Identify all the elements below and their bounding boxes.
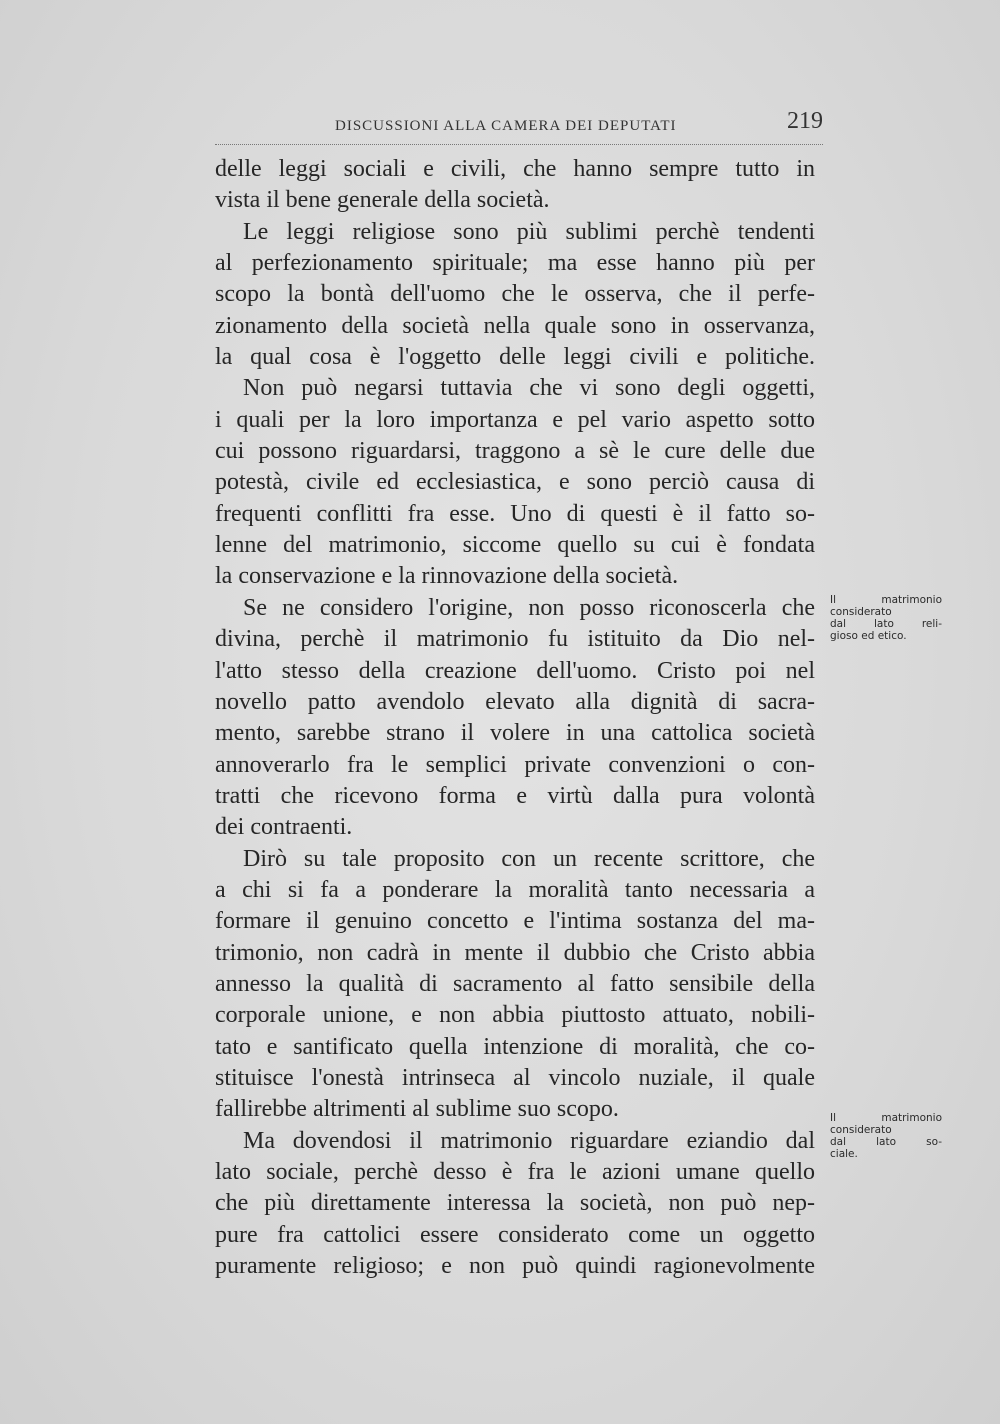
text-line: novello patto avendolo elevato alla dignità di sacra- xyxy=(215,688,815,715)
margin-note-line: Il matrimonio xyxy=(830,1112,942,1124)
text-line: lato sociale, perchè desso è fra le azioni umane quello xyxy=(215,1159,815,1185)
text-line: mento, sarebbe strano il volere in una cattolica società xyxy=(215,720,815,747)
text-line: dei contraenti. xyxy=(215,814,353,841)
body-text xyxy=(215,154,815,1282)
margin-note-line: considerato xyxy=(830,606,892,618)
text-line: i quali per la loro importanza e pel vario aspetto sotto xyxy=(215,406,815,433)
text-line: annesso la qualità di sacramento al fatto sensibile della xyxy=(215,970,815,997)
text-line: lenne del matrimonio, siccome quello su cui è fondata xyxy=(215,532,815,559)
text-line: zionamento della società nella quale sono in osservanza, xyxy=(215,312,815,339)
margin-note-line: gioso ed etico. xyxy=(830,630,907,642)
text-line: corporale unione, e non abbia piuttosto attuato, nobili- xyxy=(215,1002,815,1029)
margin-note-social xyxy=(830,1112,942,1160)
text-line: l'atto stesso della creazione dell'uomo. Cristo poi nel xyxy=(215,657,815,684)
text-line: la conservazione e la rinnovazione della società. xyxy=(215,563,679,590)
margin-note-religious xyxy=(830,594,942,642)
text-line: a chi si fa a ponderare la moralità tanto necessaria a xyxy=(215,876,815,903)
text-line: trimonio, non cadrà in mente il dubbio che Cristo abbia xyxy=(215,939,815,966)
text-line: vista il bene generale della società. xyxy=(215,187,550,214)
margin-note-line: Il matrimonio xyxy=(830,594,942,606)
text-line: frequenti conflitti fra esse. Uno di questi è il fatto so- xyxy=(215,500,815,527)
text-line: divina, perchè il matrimonio fu istituito da Dio nel- xyxy=(215,626,815,653)
text-line: formare il genuino concetto e l'intima sostanza del ma- xyxy=(215,908,815,935)
page-number: 219 xyxy=(787,108,823,134)
text-line: scopo la bontà dell'uomo che le osserva, che il perfe- xyxy=(215,281,815,308)
text-line: tratti che ricevono forma e virtù dalla pura volontà xyxy=(215,782,815,809)
running-head xyxy=(215,108,823,145)
text-line: puramente religioso; e non può quindi ragionevolmente xyxy=(215,1253,815,1280)
text-line: tato e santificato quella intenzione di moralità, che co- xyxy=(215,1033,815,1060)
margin-note-line: ciale. xyxy=(830,1148,858,1160)
text-line: la qual cosa è l'oggetto delle leggi civili e politiche. xyxy=(215,344,815,371)
text-line: che più direttamente interessa la società, non può nep- xyxy=(215,1190,815,1217)
text-line: Le leggi religiose sono più sublimi perchè tendenti xyxy=(243,218,815,245)
text-line: cui possono riguardarsi, traggono a sè le cure delle due xyxy=(215,438,815,465)
text-line: potestà, civile ed ecclesiastica, e sono perciò causa di xyxy=(215,469,815,496)
text-line: stituisce l'onestà intrinseca al vincolo nuziale, il quale xyxy=(215,1064,815,1091)
text-line: pure fra cattolici essere considerato come un oggetto xyxy=(215,1221,815,1248)
text-line: annoverarlo fra le semplici private convenzioni o con- xyxy=(215,751,815,778)
margin-note-line: considerato xyxy=(830,1124,892,1136)
running-title: DISCUSSIONI ALLA CAMERA DEI DEPUTATI xyxy=(335,118,677,134)
text-line: Ma dovendosi il matrimonio riguardare eziandio dal xyxy=(243,1127,815,1154)
text-line: fallirebbe altrimenti al sublime suo scopo. xyxy=(215,1096,619,1123)
text-line: Se ne considero l'origine, non posso riconoscerla che xyxy=(243,594,815,621)
text-line: Non può negarsi tuttavia che vi sono degli oggetti, xyxy=(243,375,815,402)
text-line: delle leggi sociali e civili, che hanno sempre tutto in xyxy=(215,156,815,182)
text-line: al perfezionamento spirituale; ma esse hanno più per xyxy=(215,250,815,277)
text-line: Dirò su tale proposito con un recente scrittore, che xyxy=(243,845,815,872)
margin-note-line: dal lato reli- xyxy=(830,618,942,630)
margin-note-line: dal lato so- xyxy=(830,1136,942,1148)
